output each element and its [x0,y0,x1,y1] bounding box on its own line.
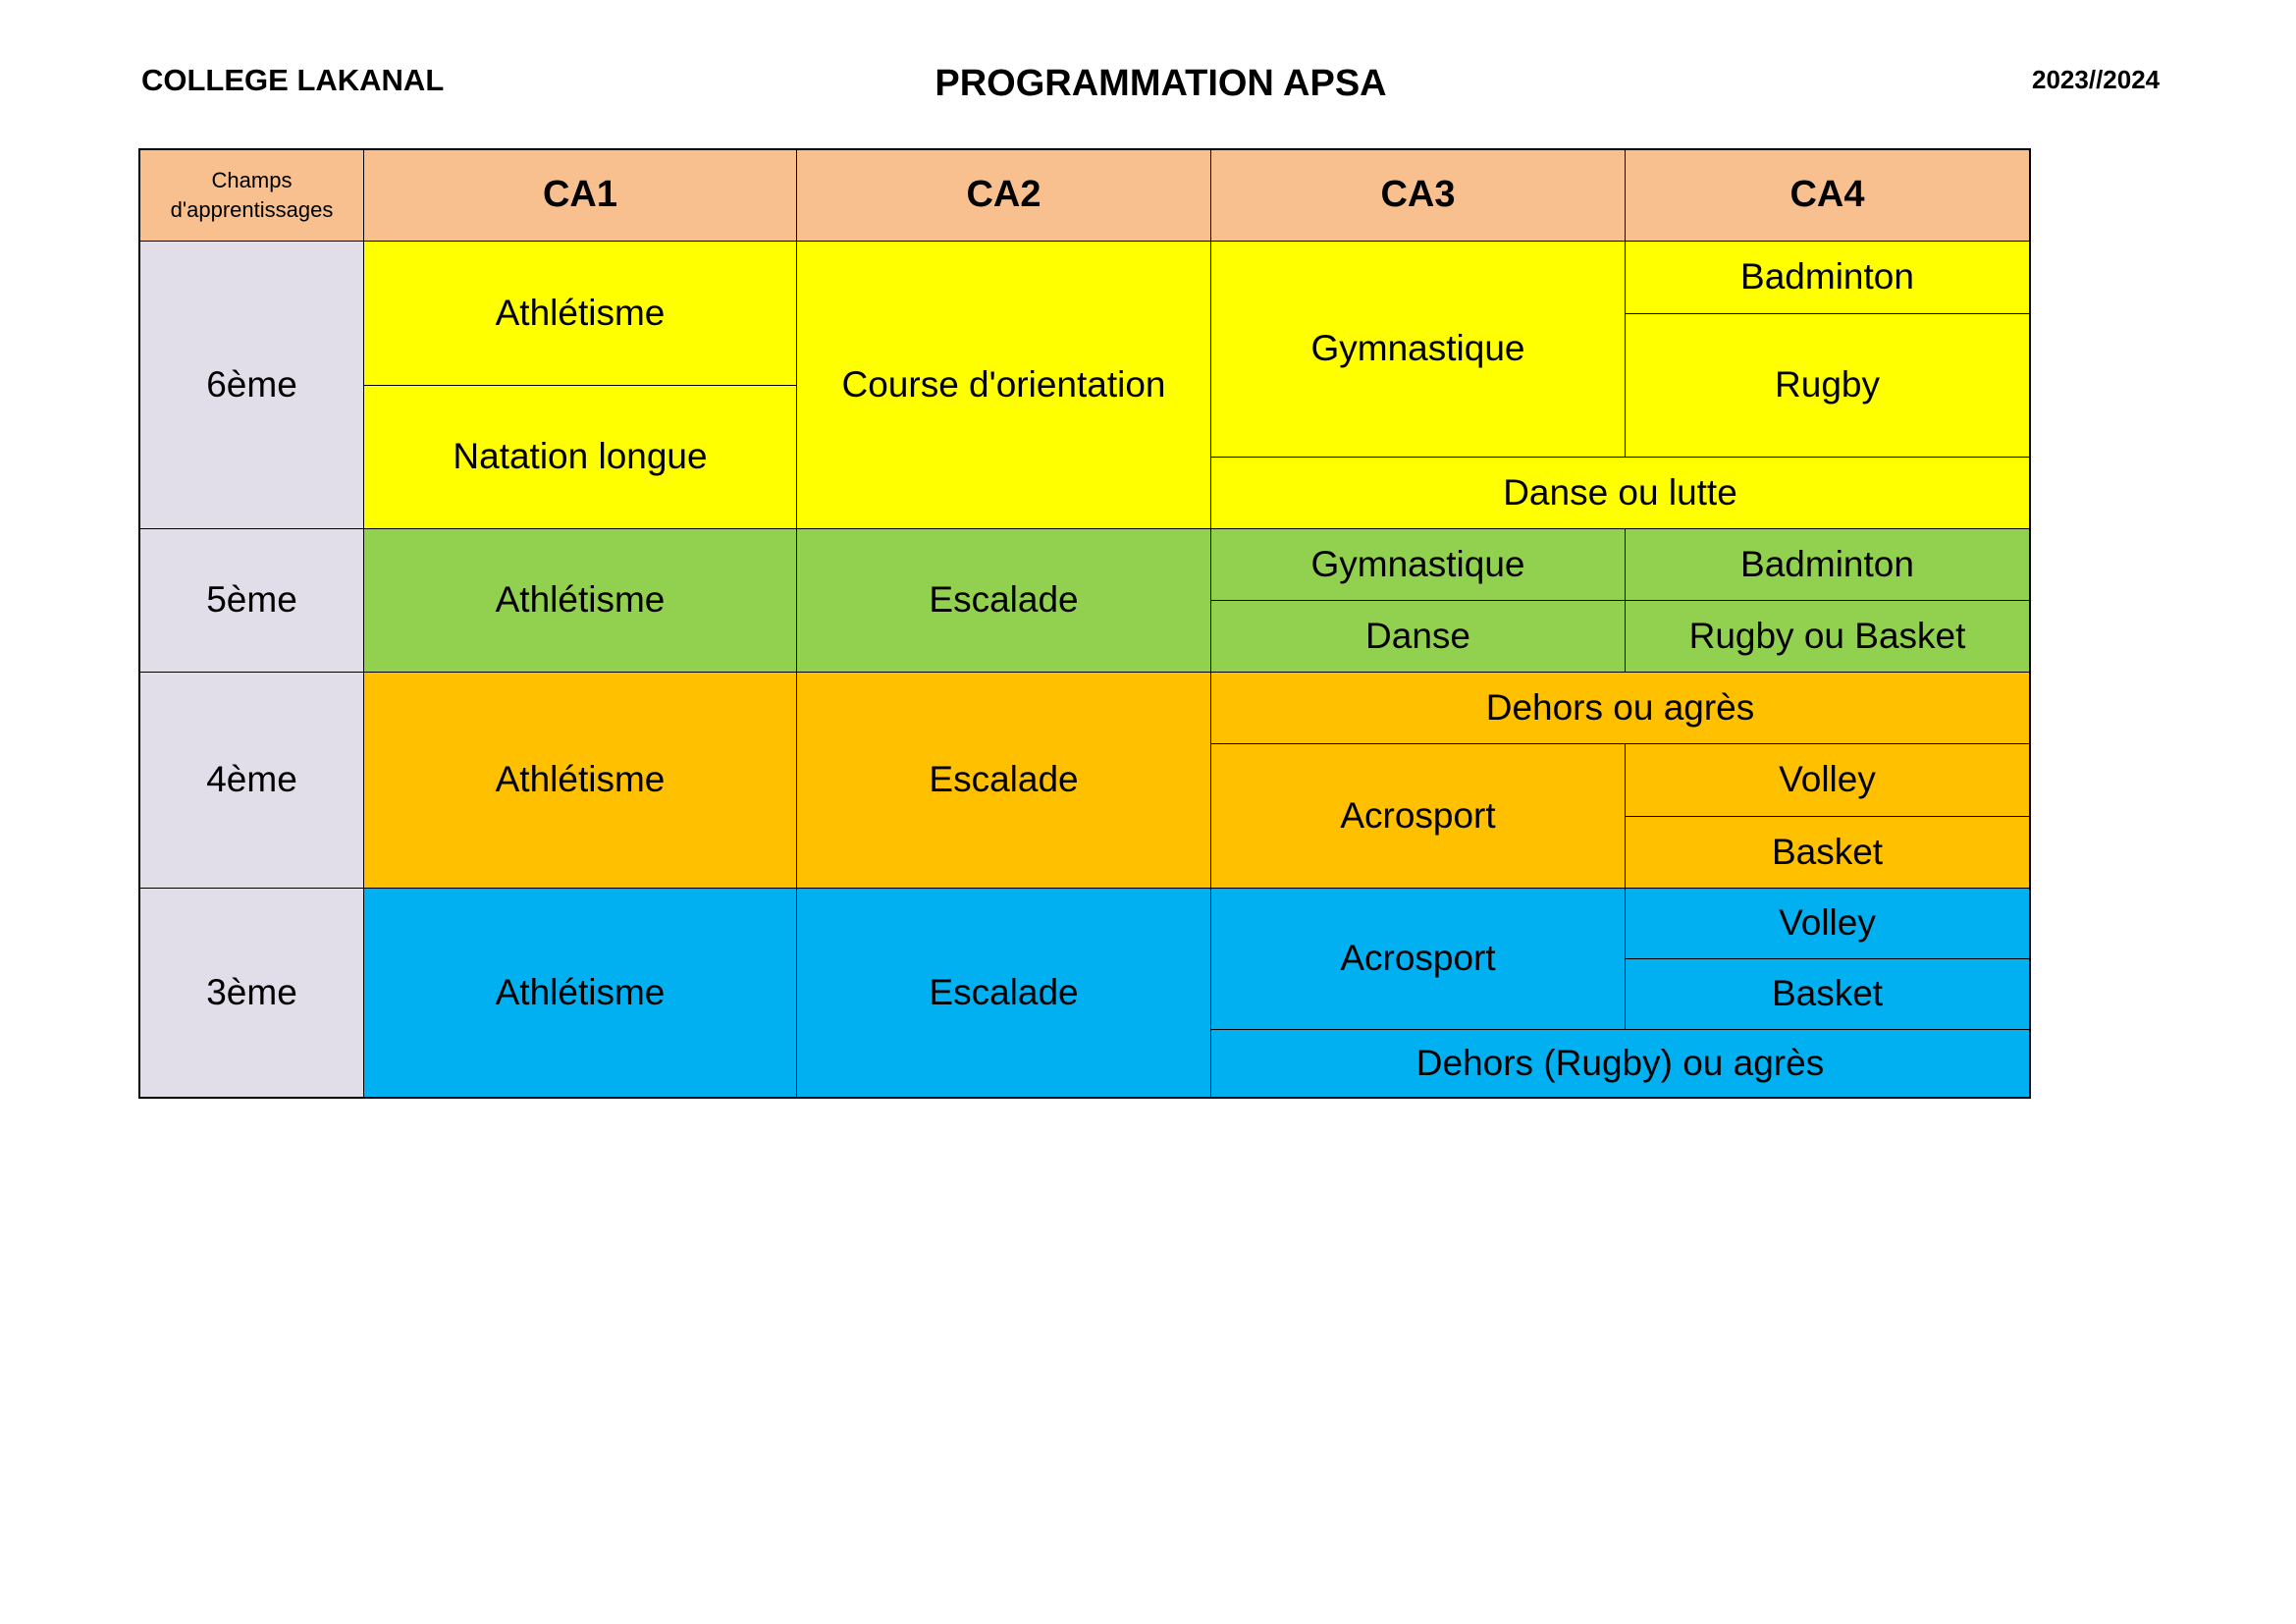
cell-6eme-ca2: Course d'orientation [796,241,1211,529]
cell-4eme-ca1: Athlétisme [363,672,797,889]
cell-6eme-ca4-badminton: Badminton [1625,241,2030,314]
cell-5eme-ca4-rugby-basket: Rugby ou Basket [1625,600,2030,673]
cell-4eme-ca2: Escalade [796,672,1211,889]
corner-header-line2: d'apprentissages [170,197,334,222]
cell-5eme-ca2: Escalade [796,528,1211,673]
cell-5eme-ca3-gymnastique: Gymnastique [1210,528,1626,601]
level-4eme: 4ème [139,672,364,889]
level-5eme: 5ème [139,528,364,673]
cell-6eme-ca4-rugby: Rugby [1625,313,2030,458]
cell-5eme-ca4-badminton: Badminton [1625,528,2030,601]
cell-4eme-ca3-ca4-dehors: Dehors ou agrès [1210,672,2030,744]
school-name: COLLEGE LAKANAL [141,63,445,97]
cell-6eme-ca3-ca4-danse: Danse ou lutte [1210,457,2030,529]
cell-6eme-ca1-natation: Natation longue [363,385,797,529]
cell-3eme-ca3-ca4-dehors: Dehors (Rugby) ou agrès [1210,1029,2030,1098]
cell-3eme-ca4-basket: Basket [1625,958,2030,1030]
corner-header [139,149,364,242]
cell-5eme-ca3-danse: Danse [1210,600,1626,673]
cell-5eme-ca1: Athlétisme [363,528,797,673]
corner-header-line1: Champs [211,168,293,193]
page-title: PROGRAMMATION APSA [934,63,1387,104]
column-header-ca2: CA2 [796,149,1211,242]
cell-3eme-ca1: Athlétisme [363,888,797,1098]
cell-3eme-ca3-acrosport: Acrosport [1210,888,1626,1030]
level-6eme: 6ème [139,241,364,529]
cell-4eme-ca4-volley: Volley [1625,743,2030,817]
cell-3eme-ca2: Escalade [796,888,1211,1098]
cell-6eme-ca3: Gymnastique [1210,241,1626,458]
school-year: 2023//2024 [2032,65,2161,94]
cell-6eme-ca1-athletisme: Athlétisme [363,241,797,386]
cell-4eme-ca4-basket: Basket [1625,816,2030,889]
cell-3eme-ca4-volley: Volley [1625,888,2030,959]
column-header-ca4: CA4 [1625,149,2030,242]
level-3eme: 3ème [139,888,364,1098]
column-header-ca3: CA3 [1210,149,1626,242]
column-header-ca1: CA1 [363,149,797,242]
cell-4eme-ca3-acrosport: Acrosport [1210,743,1626,889]
